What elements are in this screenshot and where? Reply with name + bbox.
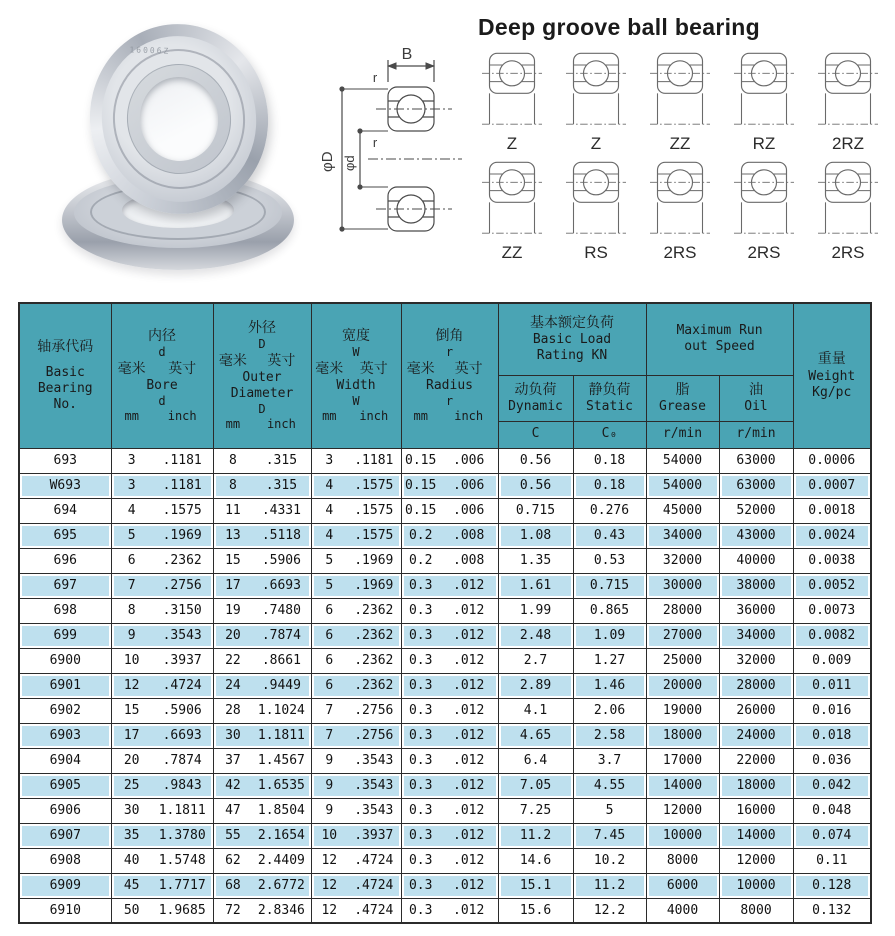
cell-outer-diameter: 11 .4331 — [213, 498, 311, 523]
bearing-type-icon — [734, 156, 794, 242]
cell-radius: 0.3 .012 — [401, 823, 498, 848]
cell-weight: 0.0052 — [793, 573, 871, 598]
bearing-type-label: ZZ — [669, 134, 691, 153]
cell-outer-diameter: 37 1.4567 — [213, 748, 311, 773]
bearing-type-label: ZZ — [501, 243, 523, 262]
bearing-type-icon — [566, 156, 626, 242]
cell-outer-diameter: 30 1.1811 — [213, 723, 311, 748]
cell-grease-speed: 17000 — [646, 748, 719, 773]
cell-dynamic-load: 1.61 — [498, 573, 573, 598]
hero-section — [0, 0, 895, 302]
cell-static-load: 7.45 — [573, 823, 646, 848]
cell-outer-diameter: 22 .8661 — [213, 648, 311, 673]
table-row — [19, 673, 871, 698]
header-max-speed: Maximum Run out Speed — [646, 303, 793, 375]
cell-width: 6 .2362 — [311, 623, 401, 648]
cell-oil-speed: 10000 — [719, 873, 793, 898]
cell-width: 4 .1575 — [311, 473, 401, 498]
header-outer-diameter: 外径 D 毫米 英寸 Outer Diameter D mm inch — [213, 303, 311, 448]
cell-weight: 0.042 — [793, 773, 871, 798]
cell-dynamic-load: 14.6 — [498, 848, 573, 873]
cell-static-load: 11.2 — [573, 873, 646, 898]
cell-bore: 45 1.7717 — [111, 873, 213, 898]
cell-oil-speed: 14000 — [719, 823, 793, 848]
cell-width: 9 .3543 — [311, 773, 401, 798]
cell-bore: 8 .3150 — [111, 598, 213, 623]
cell-outer-diameter: 17 .6693 — [213, 573, 311, 598]
table-row — [19, 898, 871, 923]
cell-width: 12 .4724 — [311, 898, 401, 923]
cell-radius: 0.3 .012 — [401, 673, 498, 698]
cell-dynamic-load: 0.715 — [498, 498, 573, 523]
bearing-cross-section-diagram — [292, 16, 468, 284]
cell-oil-speed: 18000 — [719, 773, 793, 798]
cell-bore: 12 .4724 — [111, 673, 213, 698]
cell-static-load: 4.55 — [573, 773, 646, 798]
page-title: Deep groove ball bearing — [478, 14, 760, 40]
cell-oil-speed: 26000 — [719, 698, 793, 723]
cell-bearing-no: 6905 — [19, 773, 111, 798]
table-row — [19, 723, 871, 748]
diagram-r-label-top: r — [372, 70, 378, 85]
cell-static-load: 1.09 — [573, 623, 646, 648]
cell-grease-speed: 34000 — [646, 523, 719, 548]
cell-oil-speed: 40000 — [719, 548, 793, 573]
cell-grease-speed: 19000 — [646, 698, 719, 723]
cell-width: 12 .4724 — [311, 848, 401, 873]
cell-oil-speed: 8000 — [719, 898, 793, 923]
cell-bearing-no: 693 — [19, 448, 111, 473]
cell-radius: 0.3 .012 — [401, 648, 498, 673]
bearing-type-label: 2RS — [747, 243, 781, 262]
cell-dynamic-load: 4.65 — [498, 723, 573, 748]
cell-dynamic-load: 1.08 — [498, 523, 573, 548]
table-row — [19, 698, 871, 723]
cell-outer-diameter: 20 .7874 — [213, 623, 311, 648]
cell-dynamic-load: 1.99 — [498, 598, 573, 623]
cell-bearing-no: 697 — [19, 573, 111, 598]
header-grease-unit: r/min — [646, 421, 719, 448]
cell-width: 3 .1181 — [311, 448, 401, 473]
cell-static-load: 0.276 — [573, 498, 646, 523]
bearing-type-label: RS — [584, 243, 608, 262]
cell-grease-speed: 27000 — [646, 623, 719, 648]
bearing-type — [638, 47, 722, 154]
cell-radius: 0.3 .012 — [401, 723, 498, 748]
bearing-type-icon — [650, 47, 710, 133]
cell-bore: 4 .1575 — [111, 498, 213, 523]
cell-dynamic-load: 7.25 — [498, 798, 573, 823]
cell-radius: 0.2 .008 — [401, 523, 498, 548]
cell-bearing-no: 698 — [19, 598, 111, 623]
cell-bore: 6 .2362 — [111, 548, 213, 573]
cell-bearing-no: 696 — [19, 548, 111, 573]
header-radius: 倒角 r 毫米 英寸 Radius r mm inch — [401, 303, 498, 448]
cell-radius: 0.3 .012 — [401, 623, 498, 648]
cell-bearing-no: W693 — [19, 473, 111, 498]
table-row — [19, 473, 871, 498]
header-bearing-no: 轴承代码 Basic Bearing No. — [19, 303, 111, 448]
cell-weight: 0.0073 — [793, 598, 871, 623]
cell-grease-speed: 6000 — [646, 873, 719, 898]
cell-static-load: 10.2 — [573, 848, 646, 873]
bearing-type — [722, 156, 806, 263]
header-basic-load-rating: 基本额定负荷 Basic Load Rating KN — [498, 303, 646, 375]
cell-radius: 0.3 .012 — [401, 598, 498, 623]
cell-bore: 9 .3543 — [111, 623, 213, 648]
cell-grease-speed: 54000 — [646, 473, 719, 498]
header-static-load: 静负荷 Static — [573, 375, 646, 421]
cell-bearing-no: 695 — [19, 523, 111, 548]
cell-outer-diameter: 13 .5118 — [213, 523, 311, 548]
header-static-symbol: C₀ — [573, 421, 646, 448]
cell-dynamic-load: 11.2 — [498, 823, 573, 848]
table-row — [19, 448, 871, 473]
cell-width: 6 .2362 — [311, 648, 401, 673]
cell-bore: 20 .7874 — [111, 748, 213, 773]
bearing-type-label: RZ — [752, 134, 776, 153]
cell-bearing-no: 699 — [19, 623, 111, 648]
cell-oil-speed: 22000 — [719, 748, 793, 773]
cell-grease-speed: 25000 — [646, 648, 719, 673]
cell-oil-speed: 32000 — [719, 648, 793, 673]
cell-static-load: 3.7 — [573, 748, 646, 773]
table-row — [19, 748, 871, 773]
table-row — [19, 823, 871, 848]
cell-oil-speed: 24000 — [719, 723, 793, 748]
bearing-type-label: Z — [506, 134, 518, 153]
cell-weight: 0.0018 — [793, 498, 871, 523]
cell-radius: 0.3 .012 — [401, 873, 498, 898]
cell-bearing-no: 6900 — [19, 648, 111, 673]
cell-bearing-no: 6904 — [19, 748, 111, 773]
cell-grease-speed: 54000 — [646, 448, 719, 473]
cell-radius: 0.3 .012 — [401, 748, 498, 773]
bearing-type-icon — [818, 47, 878, 133]
bearing-type-icon — [566, 47, 626, 133]
cell-weight: 0.128 — [793, 873, 871, 898]
bearing-type-label: 2RS — [831, 243, 865, 262]
cell-bore: 10 .3937 — [111, 648, 213, 673]
header-dynamic-load: 动负荷 Dynamic — [498, 375, 573, 421]
diagram-inner-dia-label: φd — [342, 155, 357, 171]
cell-oil-speed: 52000 — [719, 498, 793, 523]
cell-bore: 17 .6693 — [111, 723, 213, 748]
cell-oil-speed: 63000 — [719, 448, 793, 473]
cell-weight: 0.0024 — [793, 523, 871, 548]
bearing-type — [722, 47, 806, 154]
bearing-type-label: Z — [590, 134, 602, 153]
cell-oil-speed: 36000 — [719, 598, 793, 623]
cell-outer-diameter: 62 2.4409 — [213, 848, 311, 873]
cell-dynamic-load: 4.1 — [498, 698, 573, 723]
cell-grease-speed: 30000 — [646, 573, 719, 598]
cell-outer-diameter: 15 .5906 — [213, 548, 311, 573]
header-dynamic-symbol: C — [498, 421, 573, 448]
cell-dynamic-load: 15.1 — [498, 873, 573, 898]
cell-width: 12 .4724 — [311, 873, 401, 898]
cell-static-load: 0.53 — [573, 548, 646, 573]
cell-oil-speed: 63000 — [719, 473, 793, 498]
cell-grease-speed: 20000 — [646, 673, 719, 698]
cell-radius: 0.3 .012 — [401, 773, 498, 798]
bearing-type-icon — [482, 47, 542, 133]
cell-static-load: 0.865 — [573, 598, 646, 623]
table-row — [19, 523, 871, 548]
bearing-type — [638, 156, 722, 263]
cell-outer-diameter: 68 2.6772 — [213, 873, 311, 898]
cell-width: 5 .1969 — [311, 548, 401, 573]
cell-width: 4 .1575 — [311, 523, 401, 548]
upright-bearing-image — [79, 14, 279, 224]
cell-weight: 0.009 — [793, 648, 871, 673]
cell-bearing-no: 6906 — [19, 798, 111, 823]
cell-weight: 0.132 — [793, 898, 871, 923]
cell-radius: 0.2 .008 — [401, 548, 498, 573]
cell-outer-diameter: 8 .315 — [213, 473, 311, 498]
cell-grease-speed: 32000 — [646, 548, 719, 573]
table-header — [19, 303, 871, 448]
bearing-type-icon — [734, 47, 794, 133]
cell-radius: 0.3 .012 — [401, 898, 498, 923]
bearing-type-icon — [650, 156, 710, 242]
cell-width: 9 .3543 — [311, 798, 401, 823]
cell-oil-speed: 28000 — [719, 673, 793, 698]
cell-outer-diameter: 47 1.8504 — [213, 798, 311, 823]
table-row — [19, 773, 871, 798]
cell-outer-diameter: 8 .315 — [213, 448, 311, 473]
cell-radius: 0.15 .006 — [401, 448, 498, 473]
cell-grease-speed: 14000 — [646, 773, 719, 798]
cell-width: 9 .3543 — [311, 748, 401, 773]
cell-width: 6 .2362 — [311, 673, 401, 698]
cell-width: 10 .3937 — [311, 823, 401, 848]
cell-bore: 15 .5906 — [111, 698, 213, 723]
cell-grease-speed: 10000 — [646, 823, 719, 848]
cell-weight: 0.011 — [793, 673, 871, 698]
table-row — [19, 798, 871, 823]
cell-static-load: 5 — [573, 798, 646, 823]
table-row — [19, 498, 871, 523]
cell-weight: 0.0006 — [793, 448, 871, 473]
cell-static-load: 1.27 — [573, 648, 646, 673]
cell-dynamic-load: 2.7 — [498, 648, 573, 673]
cell-width: 7 .2756 — [311, 698, 401, 723]
bearing-types-grid — [470, 47, 890, 263]
cell-grease-speed: 12000 — [646, 798, 719, 823]
cell-dynamic-load: 0.56 — [498, 473, 573, 498]
cell-oil-speed: 34000 — [719, 623, 793, 648]
cell-oil-speed: 43000 — [719, 523, 793, 548]
cell-bearing-no: 6909 — [19, 873, 111, 898]
cell-weight: 0.074 — [793, 823, 871, 848]
diagram-b-label: B — [401, 46, 413, 63]
cell-dynamic-load: 2.48 — [498, 623, 573, 648]
cell-outer-diameter: 55 2.1654 — [213, 823, 311, 848]
right-panel — [470, 12, 890, 263]
cell-bearing-no: 6910 — [19, 898, 111, 923]
cell-bore: 3 .1181 — [111, 473, 213, 498]
spec-table — [18, 302, 872, 924]
cell-bore: 5 .1969 — [111, 523, 213, 548]
cell-weight: 0.0082 — [793, 623, 871, 648]
cell-static-load: 0.18 — [573, 473, 646, 498]
cell-weight: 0.016 — [793, 698, 871, 723]
cell-width: 4 .1575 — [311, 498, 401, 523]
bearing-type — [470, 156, 554, 263]
cell-grease-speed: 8000 — [646, 848, 719, 873]
cell-width: 5 .1969 — [311, 573, 401, 598]
header-bore: 内径 d 毫米 英寸 Bore d mm inch — [111, 303, 213, 448]
cell-dynamic-load: 0.56 — [498, 448, 573, 473]
cell-bearing-no: 6907 — [19, 823, 111, 848]
cell-grease-speed: 18000 — [646, 723, 719, 748]
cell-bearing-no: 694 — [19, 498, 111, 523]
cell-radius: 0.3 .012 — [401, 698, 498, 723]
bearing-type — [470, 47, 554, 154]
header-weight: 重量 Weight Kg/pc — [793, 303, 871, 448]
cell-bore: 30 1.1811 — [111, 798, 213, 823]
cell-outer-diameter: 24 .9449 — [213, 673, 311, 698]
cell-grease-speed: 28000 — [646, 598, 719, 623]
table-row — [19, 873, 871, 898]
cell-bearing-no: 6902 — [19, 698, 111, 723]
cell-weight: 0.048 — [793, 798, 871, 823]
cell-oil-speed: 16000 — [719, 798, 793, 823]
bearing-photo — [58, 18, 304, 274]
table-row — [19, 648, 871, 673]
cell-static-load: 2.06 — [573, 698, 646, 723]
cell-dynamic-load: 7.05 — [498, 773, 573, 798]
cell-outer-diameter: 19 .7480 — [213, 598, 311, 623]
table-row — [19, 848, 871, 873]
cell-bearing-no: 6908 — [19, 848, 111, 873]
header-grease-speed: 脂 Grease — [646, 375, 719, 421]
cell-dynamic-load: 1.35 — [498, 548, 573, 573]
cell-weight: 0.018 — [793, 723, 871, 748]
bearing-type — [554, 156, 638, 263]
cell-static-load: 0.43 — [573, 523, 646, 548]
cell-grease-speed: 4000 — [646, 898, 719, 923]
table-row — [19, 548, 871, 573]
cell-grease-speed: 45000 — [646, 498, 719, 523]
cell-dynamic-load: 6.4 — [498, 748, 573, 773]
cell-bore: 7 .2756 — [111, 573, 213, 598]
cell-weight: 0.0007 — [793, 473, 871, 498]
cell-weight: 0.11 — [793, 848, 871, 873]
cell-radius: 0.3 .012 — [401, 848, 498, 873]
cell-dynamic-load: 15.6 — [498, 898, 573, 923]
cell-width: 7 .2756 — [311, 723, 401, 748]
bearing-type-icon — [482, 156, 542, 242]
cell-radius: 0.15 .006 — [401, 473, 498, 498]
cell-outer-diameter: 42 1.6535 — [213, 773, 311, 798]
cell-width: 6 .2362 — [311, 598, 401, 623]
cell-static-load: 1.46 — [573, 673, 646, 698]
header-oil-unit: r/min — [719, 421, 793, 448]
diagram-r-label-mid: r — [372, 135, 378, 150]
cell-static-load: 12.2 — [573, 898, 646, 923]
cell-radius: 0.15 .006 — [401, 498, 498, 523]
cell-bore: 40 1.5748 — [111, 848, 213, 873]
cell-radius: 0.3 .012 — [401, 798, 498, 823]
cell-bore: 50 1.9685 — [111, 898, 213, 923]
diagram-outer-dia-label: φD — [319, 151, 336, 172]
cell-bearing-no: 6903 — [19, 723, 111, 748]
cell-static-load: 2.58 — [573, 723, 646, 748]
bearing-type — [554, 47, 638, 154]
bearing-type — [806, 47, 890, 154]
cell-bore: 3 .1181 — [111, 448, 213, 473]
cell-outer-diameter: 72 2.8346 — [213, 898, 311, 923]
table-row — [19, 623, 871, 648]
cell-radius: 0.3 .012 — [401, 573, 498, 598]
table-body — [19, 448, 871, 923]
cell-static-load: 0.18 — [573, 448, 646, 473]
cell-weight: 0.036 — [793, 748, 871, 773]
header-width: 宽度 W 毫米 英寸 Width W mm inch — [311, 303, 401, 448]
cell-bore: 25 .9843 — [111, 773, 213, 798]
cell-bearing-no: 6901 — [19, 673, 111, 698]
bearing-type — [806, 156, 890, 263]
bearing-type-icon — [818, 156, 878, 242]
header-oil-speed: 油 Oil — [719, 375, 793, 421]
cell-dynamic-load: 2.89 — [498, 673, 573, 698]
cell-static-load: 0.715 — [573, 573, 646, 598]
cell-outer-diameter: 28 1.1024 — [213, 698, 311, 723]
cell-weight: 0.0038 — [793, 548, 871, 573]
bearing-engraving: 16006Z — [129, 45, 171, 56]
table-row — [19, 598, 871, 623]
cell-oil-speed: 12000 — [719, 848, 793, 873]
cell-oil-speed: 38000 — [719, 573, 793, 598]
table-row — [19, 573, 871, 598]
cell-bore: 35 1.3780 — [111, 823, 213, 848]
bearing-type-label: 2RS — [663, 243, 697, 262]
bearing-type-label: 2RZ — [831, 134, 865, 153]
